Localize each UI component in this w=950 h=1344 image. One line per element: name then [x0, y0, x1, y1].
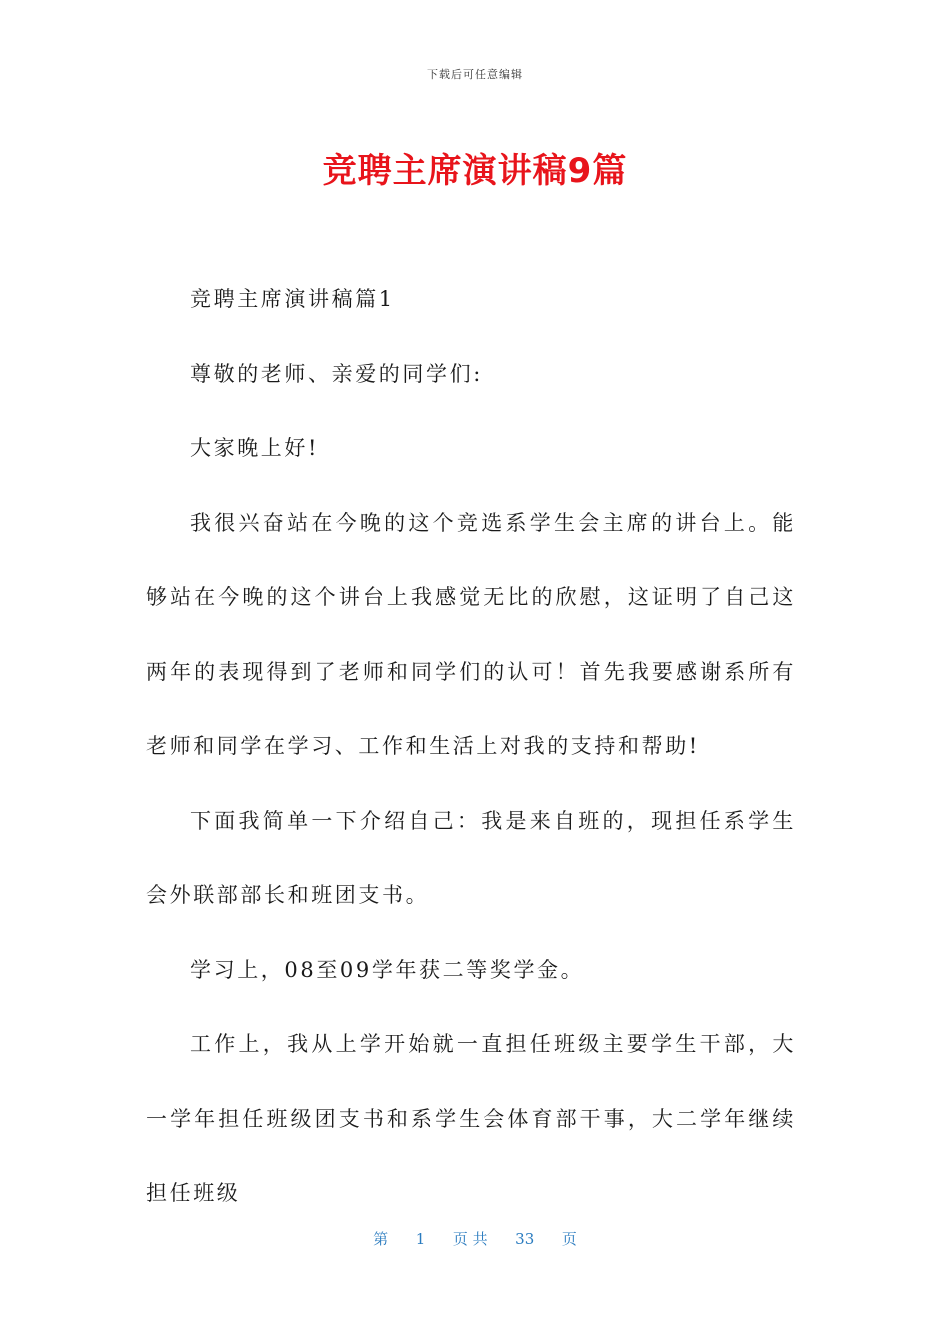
footer-prefix: 第 [373, 1230, 389, 1248]
paragraph: 下面我简单一下介绍自己：我是来自班的，现担任系学生会外联部部长和班团支书。 [146, 808, 796, 907]
footer-suffix: 页 [561, 1230, 577, 1248]
paragraph: 工作上，我从上学开始就一直担任班级主要学生干部，大一学年担任班级团支书和系学生会体育部干事，大二学年继续担任班级 [146, 1032, 796, 1205]
paragraph: 学习上，08至09学年获二等奖学金。 [190, 957, 585, 982]
section-heading: 竞聘主席演讲稿篇1 [190, 287, 395, 311]
document-title: 竞聘主席演讲稿9篇 [322, 151, 628, 191]
salutation: 尊敬的老师、亲爱的同学们: [190, 361, 483, 386]
greeting: 大家晚上好! [190, 436, 320, 460]
page-footer [0, 1228, 950, 1249]
total-pages: 33 [515, 1230, 535, 1248]
footer-middle: 页 共 [452, 1230, 488, 1248]
document-body [146, 262, 796, 1231]
current-page-number: 1 [415, 1230, 426, 1248]
header-note: 下载后可任意编辑 [427, 68, 523, 81]
paragraph: 我很兴奋站在今晚的这个竞选系学生会主席的讲台上。能够站在今晚的这个讲台上我感觉无比的欣慰，这证明了自己这两年的表现得到了老师和同学们的认可！首先我要感谢系所有老师和同学在学习、工作和生活上对我的支持和帮助! [146, 510, 796, 758]
